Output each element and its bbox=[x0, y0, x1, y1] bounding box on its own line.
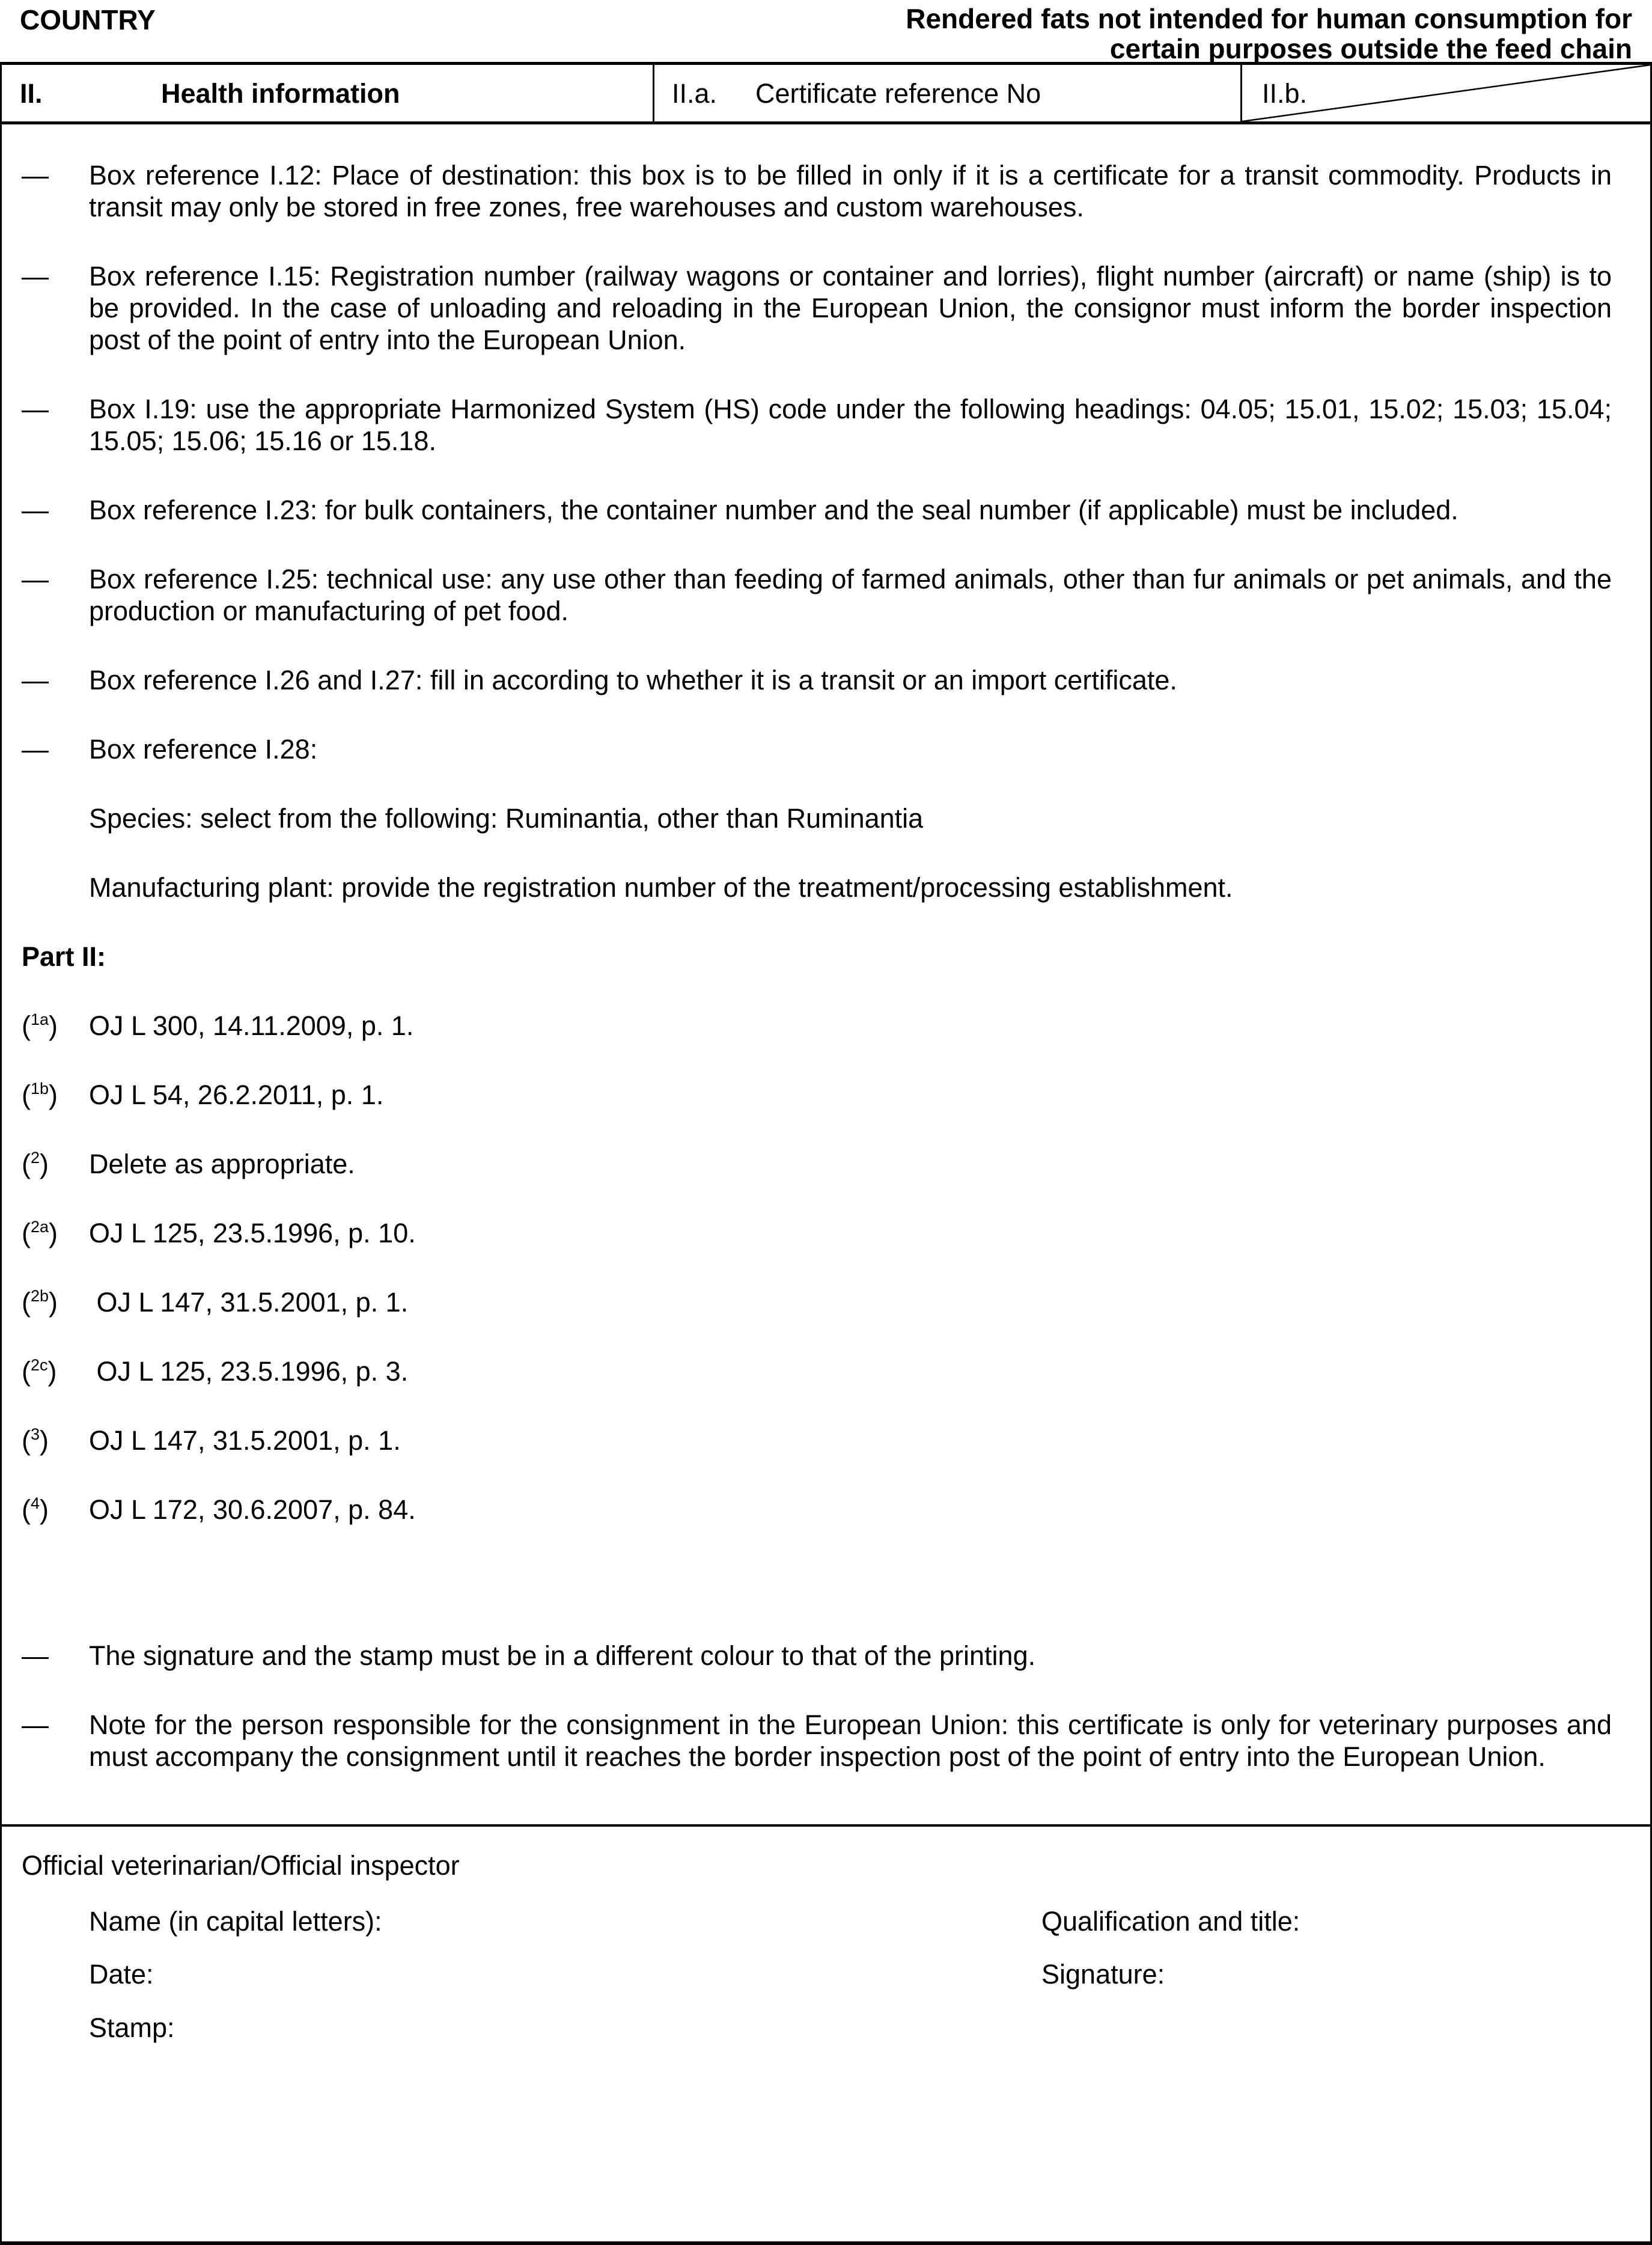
dash-marker: — bbox=[22, 564, 49, 594]
footnote-marker: ($^3$) bbox=[22, 1425, 49, 1456]
footnote-1b bbox=[22, 1079, 1612, 1111]
signature-row-date bbox=[2, 1958, 1650, 1990]
stamp-label: Stamp: bbox=[89, 2012, 175, 2043]
note-item-box-i19 bbox=[22, 393, 1612, 457]
document-title-line1: Rendered fats not intended for human consumption for bbox=[906, 3, 1632, 34]
footnote-1a bbox=[22, 1010, 1612, 1042]
note-text: Box reference I.15: Registration number (railway wagons or container and lorries), flight number (aircraft) or name (ship) is to be provided. In the case of unloading and reloading in the European Union, the consignor must inform the border inspection post of the point of entry into the European Union. bbox=[89, 261, 1612, 355]
note-text: Note for the person responsible for the consignment in the European Union: this certificate is only for veterinary purposes and must accompany the consignment until it reaches the border inspection post of the point of entry into the European Union. bbox=[89, 1709, 1612, 1772]
signature-row-stamp bbox=[2, 2012, 1650, 2044]
note-text: Species: select from the following: Ruminantia, other than Ruminantia bbox=[89, 803, 924, 834]
signature-label: Signature: bbox=[1041, 1959, 1165, 1990]
closing-note-person-responsible bbox=[22, 1709, 1612, 1773]
footnote-marker: ($^{2c}$) bbox=[22, 1356, 57, 1387]
country-label: COUNTRY bbox=[20, 4, 156, 35]
name-label: Name (in capital letters): bbox=[89, 1906, 382, 1937]
note-item-box-i26-i27 bbox=[22, 664, 1612, 696]
footnote-text: OJ L 54, 26.2.2011, p. 1. bbox=[89, 1080, 384, 1110]
dash-marker: — bbox=[22, 495, 49, 525]
dash-marker: — bbox=[22, 394, 49, 424]
note-text: Box reference I.28: bbox=[89, 734, 318, 765]
footnote-2c bbox=[22, 1355, 1612, 1387]
vertical-spacer bbox=[22, 1563, 1612, 1640]
footnote-4 bbox=[22, 1494, 1612, 1526]
note-text: Manufacturing plant: provide the registration number of the treatment/processing establishment. bbox=[89, 872, 1233, 903]
certificate-table bbox=[0, 62, 1652, 2245]
dash-marker: — bbox=[22, 734, 49, 765]
note-item-box-i28 bbox=[22, 733, 1612, 765]
official-veterinarian-heading: Official veterinarian/Official inspector bbox=[22, 1850, 460, 1881]
official-veterinarian-section bbox=[2, 1824, 1650, 2241]
section-iia-label: II.a. bbox=[672, 78, 718, 109]
footnote-2b bbox=[22, 1286, 1612, 1318]
footnote-marker: ($^{2a}$) bbox=[22, 1218, 58, 1248]
header-cell-health-information bbox=[2, 65, 653, 121]
footnote-text: Delete as appropriate. bbox=[89, 1149, 355, 1179]
footnote-text: OJ L 172, 30.6.2007, p. 84. bbox=[89, 1494, 416, 1525]
footnote-2a bbox=[22, 1217, 1612, 1249]
dash-marker: — bbox=[22, 1640, 49, 1671]
dash-marker: — bbox=[22, 160, 49, 191]
table-header-row bbox=[2, 65, 1650, 124]
notes-body bbox=[2, 124, 1650, 1773]
footnote-text: OJ L 125, 23.5.1996, p. 3. bbox=[89, 1356, 409, 1387]
document-title bbox=[906, 4, 1632, 64]
note-text: Box I.19: use the appropriate Harmonized System (HS) code under the following headings: 04.05; 15.01, 15.02; 15.03; 15.04; 15.05; 15.06; 15.16 or 15.18. bbox=[89, 394, 1612, 456]
date-label: Date: bbox=[89, 1959, 154, 1990]
dash-marker: — bbox=[22, 665, 49, 695]
note-item-box-i23 bbox=[22, 494, 1612, 526]
closing-note-signature-colour bbox=[22, 1640, 1612, 1672]
footnote-text: OJ L 147, 31.5.2001, p. 1. bbox=[89, 1287, 409, 1318]
footnote-text: OJ L 125, 23.5.1996, p. 10. bbox=[89, 1218, 416, 1248]
note-text: Box reference I.12: Place of destination: this box is to be filled in only if it is a certificate for a transit commodity. Products in transit may only be stored in free zones, free warehouses and custom warehouses. bbox=[89, 160, 1612, 222]
note-text: Box reference I.23: for bulk containers, the container number and the seal number (if applicable) must be included. bbox=[89, 495, 1458, 525]
note-text: The signature and the stamp must be in a different colour to that of the printing. bbox=[89, 1640, 1036, 1671]
header-cell-certificate-reference bbox=[653, 65, 1240, 121]
footnote-marker: ($^{1a}$) bbox=[22, 1010, 58, 1041]
footnote-marker: ($^2$) bbox=[22, 1149, 49, 1179]
header-cell-iib bbox=[1240, 65, 1650, 121]
section-iib-label: II.b. bbox=[1262, 78, 1308, 109]
footnote-text: OJ L 147, 31.5.2001, p. 1. bbox=[89, 1425, 401, 1456]
footnote-marker: ($^{2b}$) bbox=[22, 1287, 58, 1318]
certificate-reference-label: Certificate reference No bbox=[755, 78, 1041, 109]
part-ii-heading: Part II: bbox=[22, 941, 106, 972]
note-item-box-i15 bbox=[22, 260, 1612, 356]
note-text: Box reference I.26 and I.27: fill in according to whether it is a transit or an import certificate. bbox=[89, 665, 1177, 695]
document-title-line2: certain purposes outside the feed chain bbox=[1109, 33, 1632, 64]
signature-row-name bbox=[2, 1905, 1650, 1937]
qualification-and-title-label: Qualification and title: bbox=[1041, 1906, 1300, 1937]
section-ii-label: II. bbox=[20, 78, 43, 109]
footnote-marker: ($^{1b}$) bbox=[22, 1080, 58, 1110]
note-subitem-species bbox=[89, 802, 1612, 834]
note-text: Box reference I.25: technical use: any use other than feeding of farmed animals, other than fur animals or pet animals, and the production or manufacturing of pet food. bbox=[89, 564, 1612, 626]
note-subitem-manufacturing-plant bbox=[89, 872, 1612, 903]
footnote-2 bbox=[22, 1148, 1612, 1180]
health-information-label: Health information bbox=[161, 78, 400, 109]
dash-marker: — bbox=[22, 261, 49, 292]
note-item-box-i25 bbox=[22, 563, 1612, 627]
dash-marker: — bbox=[22, 1709, 49, 1740]
footnote-text: OJ L 300, 14.11.2009, p. 1. bbox=[89, 1010, 414, 1041]
note-item-box-i12 bbox=[22, 159, 1612, 223]
footnote-3 bbox=[22, 1425, 1612, 1456]
footnote-marker: ($^4$) bbox=[22, 1494, 49, 1525]
